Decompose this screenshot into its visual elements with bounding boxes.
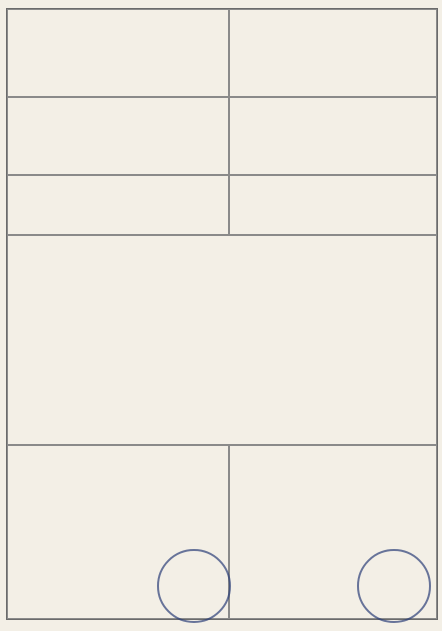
official-notes-box <box>229 175 437 235</box>
round-stamp-right <box>357 549 431 623</box>
certificate-title-box <box>229 9 437 97</box>
purpose-box <box>7 175 229 235</box>
round-stamp-left <box>157 549 231 623</box>
issued-in-box <box>229 97 437 175</box>
exporter-box <box>7 9 229 97</box>
certificate-sheet <box>6 8 438 620</box>
goods-table <box>7 235 437 445</box>
consignee-box <box>7 97 229 175</box>
